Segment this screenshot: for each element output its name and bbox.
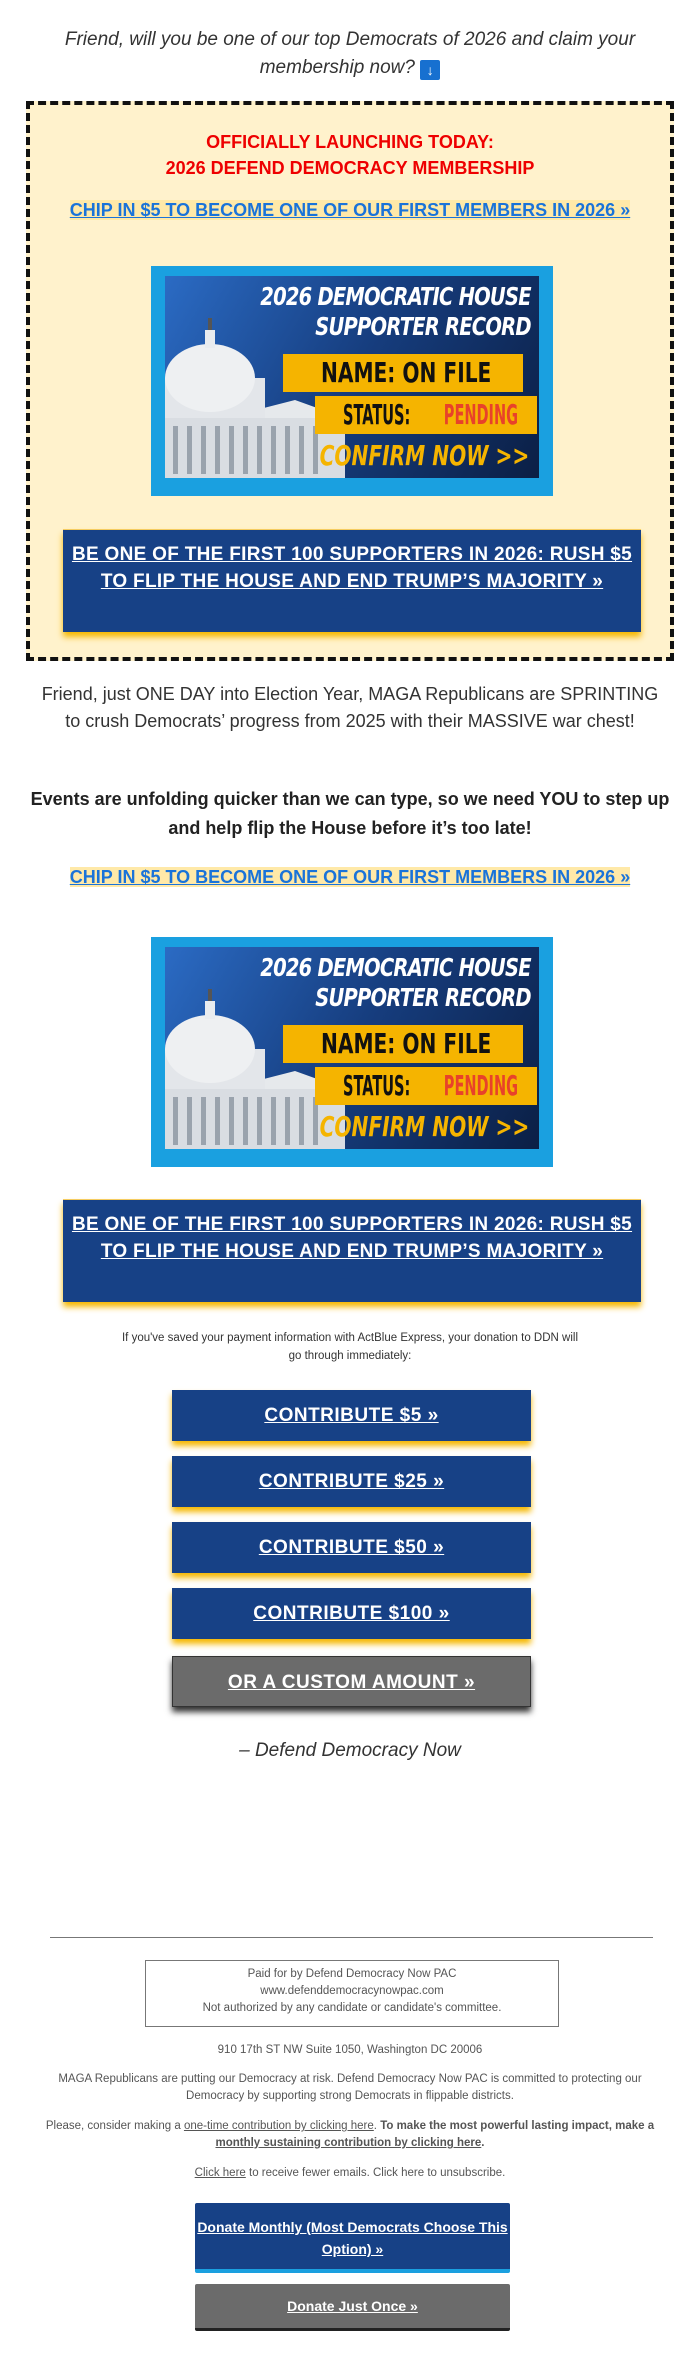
- banner-name-text: NAME: ON FILE: [321, 356, 492, 389]
- promo-title-line1: OFFICIALLY LAUNCHING TODAY:: [206, 132, 494, 152]
- contribution-links: Please, consider making a one-time contribution by clicking here. To make the most powerful lasting impact, make a monthly sustaining contribution by clicking here.: [45, 2120, 655, 2149]
- banner-title: [261, 953, 531, 1013]
- banner-title-line2: SUPPORTER RECORD: [315, 312, 531, 341]
- banner-name-text: NAME: ON FILE: [321, 1027, 492, 1060]
- not-authorized-text: Not authorized by any candidate or candidate's committee.: [202, 2002, 502, 2014]
- donate-once-button[interactable]: Donate Just Once »: [195, 2284, 510, 2331]
- contribute-50-button[interactable]: CONTRIBUTE $50 »: [172, 1522, 531, 1573]
- banner-title: [261, 282, 531, 342]
- chip-in-link[interactable]: CHIP IN $5 TO BECOME ONE OF OUR FIRST MEMBERS IN 2026 »: [69, 200, 631, 220]
- banner-title-line2: SUPPORTER RECORD: [315, 983, 531, 1012]
- contribute-100-button[interactable]: CONTRIBUTE $100 »: [172, 1588, 531, 1639]
- website-text: www.defenddemocracynowpac.com: [260, 1985, 444, 1997]
- mission-text: MAGA Republicans are putting our Democracy at risk. Defend Democracy Now PAC is committed to protecting our Democracy by supporting strong Democrats in flippable districts.: [58, 2073, 642, 2102]
- monthly-link[interactable]: monthly sustaining contribution by clicking here: [215, 2137, 482, 2149]
- signature: – Defend Democracy Now: [239, 1740, 461, 1761]
- banner-status: [315, 1067, 537, 1105]
- contribute-25-button[interactable]: CONTRIBUTE $25 »: [172, 1456, 531, 1507]
- please-text: Please, consider making a: [45, 2120, 184, 2132]
- address: 910 17th ST NW Suite 1050, Washington DC 20006: [217, 2044, 483, 2056]
- status-label: STATUS:: [343, 398, 411, 431]
- status-label: STATUS:: [343, 1069, 411, 1102]
- bold-text: To make the most powerful lasting impact, make a: [380, 2120, 655, 2132]
- paid-for-text: Paid for by Defend Democracy Now PAC: [247, 1968, 457, 1980]
- supporter-record-banner-2[interactable]: [151, 937, 553, 1167]
- actblue-note: If you've saved your payment information with ActBlue Express, your donation to DDN will go through immediately:: [121, 1332, 579, 1362]
- promo-box: [26, 101, 674, 661]
- chip-in-link-2[interactable]: CHIP IN $5 TO BECOME ONE OF OUR FIRST MEMBERS IN 2026 »: [69, 867, 631, 887]
- first-100-supporters-button[interactable]: BE ONE OF THE FIRST 100 SUPPORTERS IN 2026: RUSH $5 TO FLIP THE HOUSE AND END TRUMP’S MAJORITY »: [63, 529, 641, 632]
- body-paragraph: Friend, just ONE DAY into Election Year, MAGA Republicans are SPRINTING to crush Democrats’ progress from 2025 with their MASSIVE war chest!: [41, 684, 659, 731]
- paid-for-disclaimer: [145, 1960, 559, 2027]
- custom-amount-button[interactable]: OR A CUSTOM AMOUNT »: [172, 1656, 531, 1707]
- supporter-record-banner[interactable]: [151, 266, 553, 496]
- contribute-5-button[interactable]: CONTRIBUTE $5 »: [172, 1390, 531, 1441]
- banner-name: [283, 354, 523, 392]
- banner-confirm: CONFIRM NOW >>: [319, 439, 529, 472]
- promo-title: [30, 129, 670, 181]
- banner-status: [315, 396, 537, 434]
- fewer-emails-link[interactable]: Click here: [194, 2167, 246, 2179]
- intro-headline: Friend, will you be one of our top Democrats of 2026 and claim your membership now? ↓: [64, 29, 636, 78]
- banner-confirm: CONFIRM NOW >>: [319, 1110, 529, 1143]
- status-value: PENDING: [443, 1069, 518, 1102]
- body-bold-paragraph: Events are unfolding quicker than we can type, so we need YOU to step up and help flip the House before it’s too late!: [30, 789, 670, 838]
- donate-monthly-button[interactable]: Donate Monthly (Most Democrats Choose This Option) »: [195, 2203, 510, 2273]
- email-preferences: [40, 2165, 660, 2182]
- banner-name: [283, 1025, 523, 1063]
- banner-title-line1: 2026 DEMOCRATIC HOUSE: [260, 953, 531, 982]
- promo-title-line2: 2026 DEFEND DEMOCRACY MEMBERSHIP: [165, 158, 535, 178]
- down-arrow-icon: ↓: [420, 60, 440, 80]
- banner-title-line1: 2026 DEMOCRATIC HOUSE: [260, 282, 531, 311]
- first-100-supporters-button-2[interactable]: BE ONE OF THE FIRST 100 SUPPORTERS IN 2026: RUSH $5 TO FLIP THE HOUSE AND END TRUMP’S MAJORITY »: [63, 1199, 641, 1302]
- status-value: PENDING: [443, 398, 518, 431]
- divider: [50, 1937, 653, 1938]
- one-time-link[interactable]: one-time contribution by clicking here: [183, 2120, 374, 2132]
- unsubscribe-text: to receive fewer emails. Click here to unsubscribe.: [245, 2167, 506, 2179]
